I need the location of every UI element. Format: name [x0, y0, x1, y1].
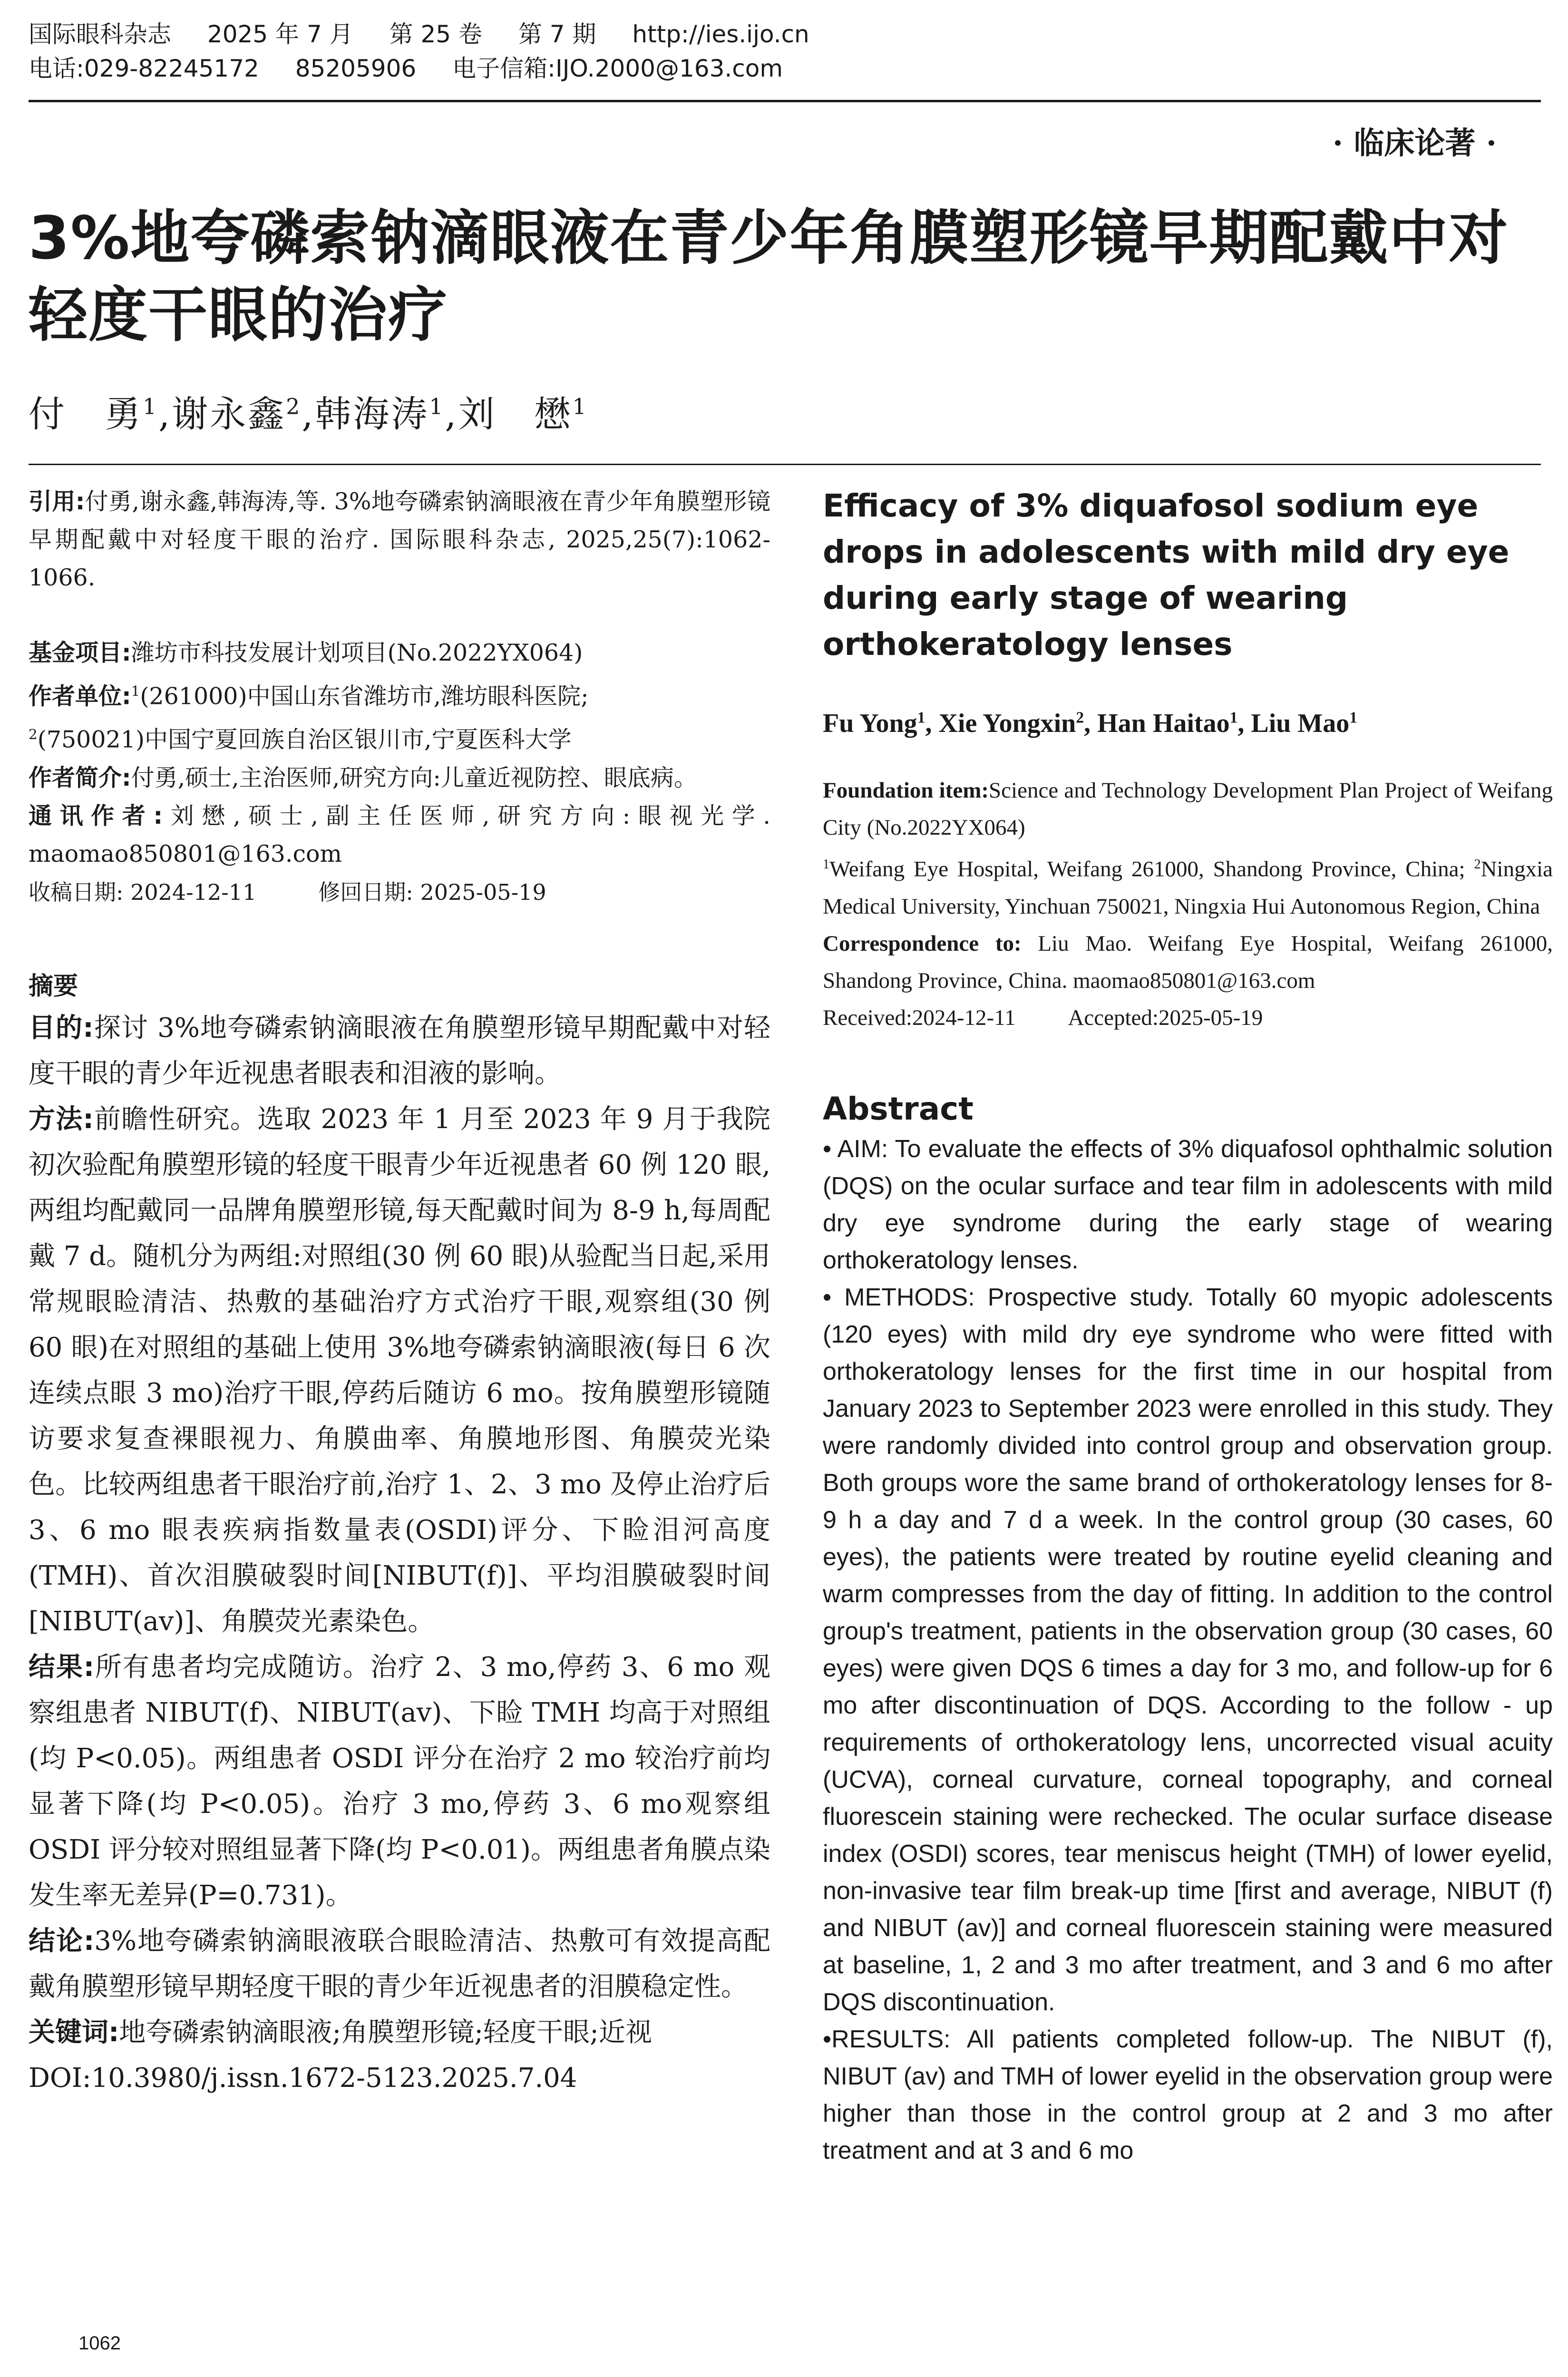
english-authors: Fu Yong$^1$, Xie Yongxin$^2$, Han Haitao$^1$, Liu Mao$^1$ [823, 709, 1358, 738]
author-bio: 作者简介:付勇,硕士,主治医师,研究方向:儿童近视防控、眼底病。 [29, 764, 697, 791]
author-affil-mark: 1 [572, 394, 588, 419]
author-name: 谢永鑫 [172, 393, 286, 435]
affiliations-cn: 作者单位:$^1$(261000)中国山东省潍坊市,潍坊眼科医院; $^2$(750021)中国宁夏回族自治区银川市,宁夏医科大学 [29, 682, 589, 753]
journal-name: 国际眼科杂志 [29, 20, 171, 48]
doi[interactable]: DOI:10.3980/j.issn.1672-5123.2025.7.04 [29, 2062, 577, 2094]
journal-email[interactable]: 电子信箱:IJO.2000@163.com [452, 55, 783, 82]
received-date: 收稿日期: 2024-12-11 [29, 879, 257, 905]
author-affil-mark: 1 [429, 394, 445, 419]
corr-label: 通讯作者: [29, 802, 163, 829]
english-title: Efficacy of 3% diquafosol sodium eye drops in adolescents with mild dry eye during early stage of wearing orthokeratology lenses [823, 487, 1510, 662]
abstract-results: 结果:所有患者均完成随访。治疗 2、3 mo,停药 3、6 mo 观察组患者 NIBUT(f)、NIBUT(av)、下睑 TMH 均高于对照组(均 P<0.05)。两组患者 OSDI 评分在治疗 2 mo 较治疗前均显著下降(均 P<0.05)。治疗 3 mo,停药 3、6 mo观察组 OSDI 评分较对照组显著下降(均 P<0.01)。两组患者角膜点染发生率无差异(P=0.731)。 [29, 1651, 770, 1911]
right-column [823, 483, 1553, 2169]
bio-label: 作者简介: [29, 764, 131, 791]
revised-date: 修回日期: 2025-05-19 [318, 879, 546, 905]
journal-url[interactable]: http://ies.ijo.cn [632, 20, 809, 48]
phone-2: 85205906 [295, 55, 417, 82]
author-name: Xie Yongxin [938, 709, 1076, 738]
phone: 电话:029-82245172 [29, 55, 259, 82]
affil-label: 作者单位: [29, 682, 131, 710]
accepted-date: Accepted:2025-05-19 [1068, 1005, 1263, 1030]
chinese-authors: 付 勇$^1$,谢永鑫$^2$,韩海涛$^1$,刘 懋$^1$ [29, 393, 588, 435]
dates-en [823, 999, 1553, 1036]
abstract-aim-en: • AIM: To evaluate the effects of 3% diquafosol ophthalmic solution (DQS) on the ocular surface and tear film in adolescents with mild dry eye syndrome during the early stage of wearing orthokeratology lenses. [823, 1135, 1553, 1274]
running-header [29, 17, 1541, 86]
abstract-results-en: •RESULTS: All patients completed follow-up. The NIBUT (f), NIBUT (av) and TMH of lower eyelid in the observation group were higher than those in the control group at 2 and 3 mo after treatment and at 3 and 6 mo [823, 2025, 1553, 2164]
abstract-aim: 目的:探讨 3%地夸磷索钠滴眼液在角膜塑形镜早期配戴中对轻度干眼的青少年近视患者眼表和泪液的影响。 [29, 1012, 770, 1089]
author-name: 刘 懋 [458, 393, 573, 435]
abstract-methods: 方法:前瞻性研究。选取 2023 年 1 月至 2023 年 9 月于我院初次验配角膜塑形镜的轻度干眼青少年近视患者 60 例 120 眼,两组均配戴同一品牌角膜塑形镜,每天配戴时间为 8-9 h,每周配戴 7 d。随机分为两组:对照组(30 例 60 眼)从验配当日起,采用常规眼睑清洁、热敷的基础治疗方式治疗干眼,观察组(30 例 60 眼)在对照组的基础上使用 3%地夸磷索钠滴眼液(每日 6 次连续点眼 3 mo)治疗干眼,停药后随访 6 mo。按角膜塑形镜随访要求复查裸眼视力、角膜曲率、角膜地形图、角膜荧光染色。比较两组患者干眼治疗前,治疗 1、2、3 mo 及停止治疗后 3、6 mo 眼表疾病指数量表(OSDI)评分、下睑泪河高度(TMH)、首次泪膜破裂时间[NIBUT(f)]、平均泪膜破裂时间[NIBUT(av)]、角膜荧光素染色。 [29, 1103, 770, 1637]
author-affil-mark: 2 [286, 394, 302, 419]
volume: 第 25 卷 [389, 20, 482, 48]
left-column [29, 483, 770, 2101]
author-name: Liu Mao [1251, 709, 1350, 738]
abstract-heading-en: Abstract [823, 1090, 974, 1127]
author-name: Han Haitao [1097, 709, 1230, 738]
keywords: 关键词:地夸磷索钠滴眼液;角膜塑形镜;轻度干眼;近视 [29, 2017, 653, 2048]
citation-label: 引用: [29, 488, 85, 515]
dates-cn [29, 873, 770, 911]
affiliations-en: $^1$Weifang Eye Hospital, Weifang 261000, Shandong Province, China; $^2$Ningxia Medical University, Yinchuan 750021, Ningxia Hui Autonomous Region, China [823, 857, 1553, 919]
foundation-item: Foundation item:Science and Technology Development Plan Project of Weifang City (No.2022YX064) [823, 778, 1553, 840]
correspondence-cn: 通讯作者:刘懋,硕士,副主任医师,研究方向:眼视光学. maomao850801@163.com [29, 802, 770, 867]
issue: 第 7 期 [518, 20, 596, 48]
chinese-title: 3%地夸磷索钠滴眼液在青少年角膜塑形镜早期配戴中对轻度干眼的治疗 [29, 204, 1509, 350]
author-name: 付 勇 [29, 393, 143, 435]
abstract-methods-en: • METHODS: Prospective study. Totally 60 myopic adolescents (120 eyes) with mild dry eye syndrome who were fitted with orthokeratology lenses for the first time in our hospital from January 2023 to September 2023 were enrolled in this study. They were randomly divided into control group and observation group. Both groups wore the same brand of orthokeratology lenses for 8-9 h a day and 7 d a week. In the control group (30 cases, 60 eyes), the patients were treated by routine eyelid cleaning and warm compresses from the day of fitting. In addition to the control group's treatment, patients in the observation group (30 cases, 60 eyes) were given DQS 6 times a day for 3 mo, and follow-up for 6 mo after discontinuation of DQS. According to the follow - up requirements of orthokeratology lens, uncorrected visual acuity (UCVA), corneal curvature, corneal topography, and corneal fluorescein staining were rechecked. The ocular surface disease index (OSDI) scores, tear meniscus height (TMH) of lower eyelid, non-invasive tear film break-up time [first and average, NIBUT (f) and NIBUT (av)] and corneal fluorescein staining were measured at baseline, 1, 2 and 3 mo after treatment, and 3 and 6 mo after DQS discontinuation. [823, 1283, 1553, 2016]
fund: 基金项目:潍坊市科技发展计划项目(No.2022YX064) [29, 639, 583, 666]
abstract-conclusion: 结论:3%地夸磷索钠滴眼液联合眼睑清洁、热敷可有效提高配戴角膜塑形镜早期轻度干眼的青少年近视患者的泪膜稳定性。 [29, 1925, 770, 2002]
fund-label: 基金项目: [29, 639, 131, 666]
author-name: 韩海涛 [315, 393, 429, 435]
citation: 引用:付勇,谢永鑫,韩海涛,等. 3%地夸磷索钠滴眼液在青少年角膜塑形镜早期配戴中对轻度干眼的治疗. 国际眼科杂志, 2025,25(7):1062-1066. [29, 488, 770, 591]
correspondence-en: Correspondence to: Liu Mao. Weifang Eye Hospital, Weifang 261000, Shandong Province, China. maomao850801@163.com [823, 931, 1553, 993]
title-rule [29, 464, 1541, 465]
header-rule [29, 100, 1541, 102]
received-date: Received:2024-12-11 [823, 1005, 1016, 1030]
section-label: · 临床论著 · [1332, 126, 1497, 161]
author-name: Fu Yong [823, 709, 917, 738]
author-affil-mark: 1 [143, 394, 159, 419]
abstract-heading-cn: 摘要 [29, 972, 78, 1001]
issue-date: 2025 年 7 月 [207, 20, 353, 48]
page-number: 1062 [78, 2333, 121, 2354]
